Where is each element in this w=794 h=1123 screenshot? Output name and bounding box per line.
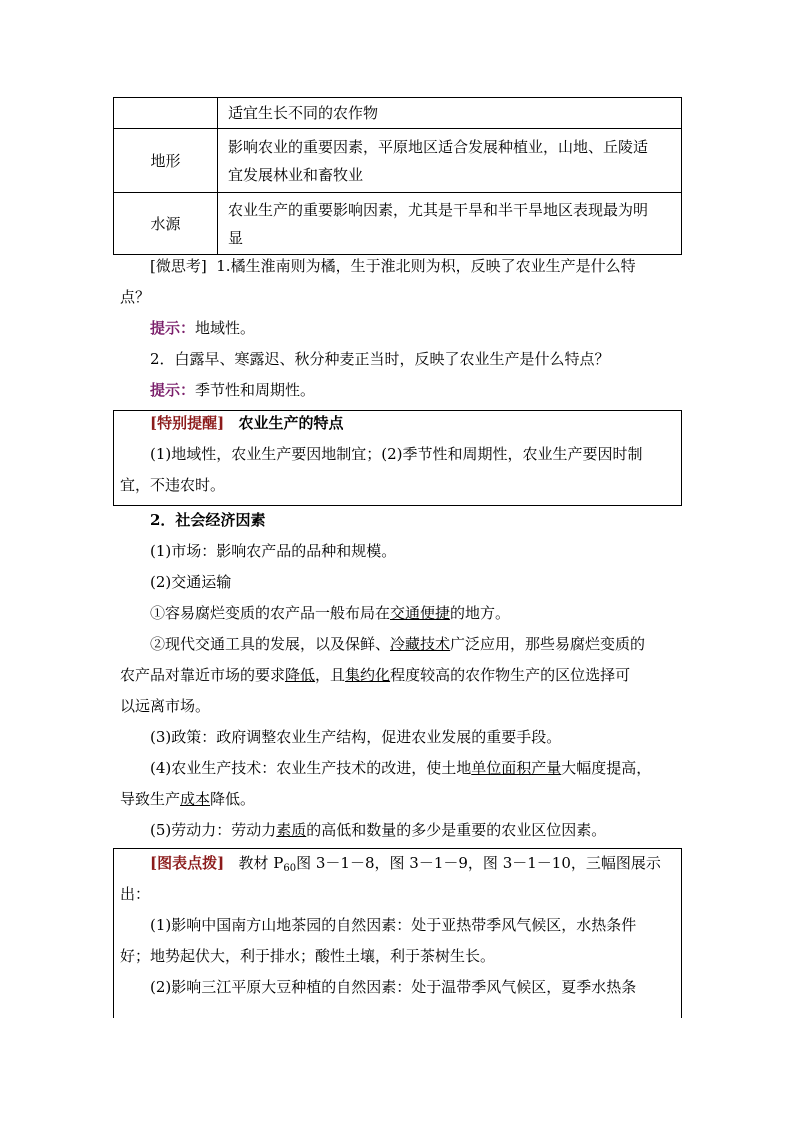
social-tech-line2: 导致生产成本降低。	[120, 790, 256, 808]
table-key-cell: 地形	[114, 129, 218, 193]
reminder-line1: (1)地域性，农业生产要因地制宜；(2)季节性和周期性，农业生产要因时制	[150, 445, 643, 463]
figure-p1-line1: (1)影响中国南方山地茶园的自然因素：处于亚热带季风气候区，水热条件	[150, 916, 637, 934]
social-transport-2-line3: 以远离市场。	[120, 697, 211, 715]
factor-table	[113, 97, 682, 255]
table-key-cell: 水源	[114, 193, 218, 255]
social-labor: (5)劳动力：劳动力素质的高低和数量的多少是重要的农业区位因素。	[150, 821, 607, 839]
figure-line1: [图表点拨] 教材 $P_{60}$图 3－1－8，图 3－1－9，图 3－1－10，三幅图展示	[150, 854, 661, 874]
social-transport-1: ①容易腐烂变质的农产品一般布局在交通便捷的地方。	[150, 604, 511, 622]
social-policy: (3)政策：政府调整农业生产结构，促进农业发展的重要手段。	[150, 728, 562, 746]
figure-p2-line1: (2)影响三江平原大豆种植的自然因素：处于温带季风气候区，夏季水热条	[150, 978, 637, 996]
table-row	[114, 193, 682, 255]
reminder-line2: 宜，不违农时。	[120, 476, 226, 494]
table-key-cell	[114, 98, 218, 129]
figure-tag: [图表点拨]	[150, 854, 225, 872]
social-transport: (2)交通运输	[150, 573, 232, 591]
hint-label: 提示：	[150, 319, 196, 337]
figure-p1-line2: 好；地势起伏大，利于排水；酸性土壤，利于茶树生长。	[120, 947, 496, 965]
table-value-cell	[218, 129, 682, 193]
table-value-line: 影响农业的重要因素，平原地区适合发展种植业，山地、丘陵适	[228, 137, 649, 156]
figure-line2: 出：	[120, 885, 151, 903]
table-value-line: 宜发展林业和畜牧业	[228, 165, 364, 184]
reminder-title-line	[150, 411, 344, 435]
think-tag: [微思考]	[150, 257, 207, 275]
reminder-tag: [特别提醒]	[150, 414, 225, 432]
table-value-line: 农业生产的重要影响因素，尤其是干旱和半干旱地区表现最为明	[228, 200, 649, 219]
think-q2: 2．白露早、寒露迟、秋分种麦正当时，反映了农业生产是什么特点？	[150, 350, 610, 368]
reminder-title: 农业生产的特点	[238, 414, 344, 432]
table-row	[114, 98, 682, 129]
table-value-cell	[218, 193, 682, 255]
table-value-cell	[218, 98, 682, 129]
think-a2: 提示：季节性和周期性。	[150, 381, 316, 399]
think-q1-line1: [微思考] 1.橘生淮南则为橘，生于淮北则为枳，反映了农业生产是什么特	[150, 257, 636, 275]
social-transport-2-line1: ②现代交通工具的发展，以及保鲜、冷藏技术广泛应用，那些易腐烂变质的	[150, 635, 646, 653]
social-tech-line1: (4)农业生产技术：农业生产技术的改进，使土地单位面积产量大幅度提高，	[150, 759, 652, 777]
table-row	[114, 129, 682, 193]
social-heading: 2．社会经济因素	[150, 511, 266, 529]
hint-label: 提示：	[150, 381, 196, 399]
social-transport-2-line2: 农产品对靠近市场的要求降低，且集约化程度较高的农作物生产的区位选择可	[120, 666, 631, 684]
think-a1: 提示：地域性。	[150, 319, 256, 337]
table-value-line: 显	[228, 228, 244, 247]
think-q1-line2: 点？	[120, 288, 151, 306]
social-market: (1)市场：影响农产品的品种和规模。	[150, 542, 397, 560]
table-value-line: 适宜生长不同的农作物	[228, 104, 379, 122]
